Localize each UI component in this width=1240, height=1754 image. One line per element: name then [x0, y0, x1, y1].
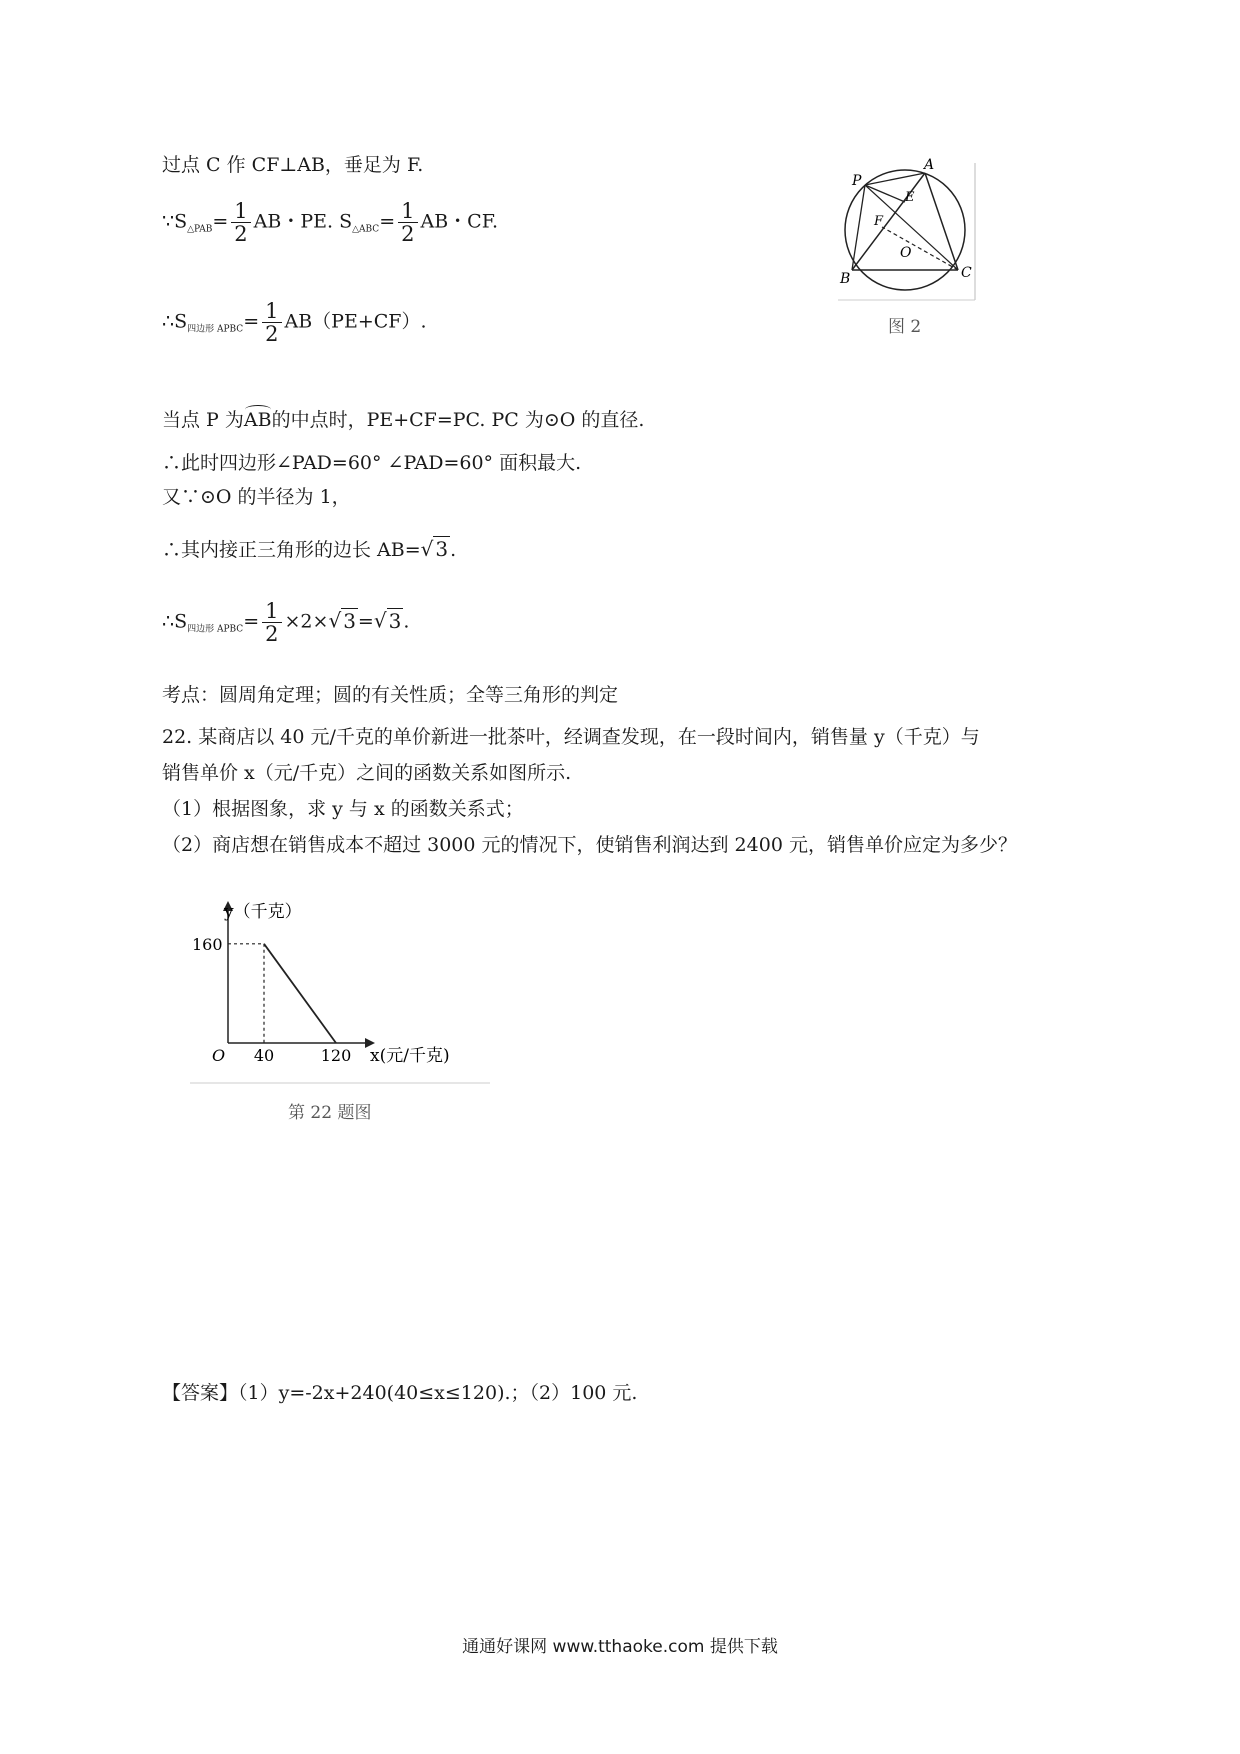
fraction-half-2: $\frac{1}{2}$: [398, 200, 417, 245]
segment-pe: [865, 185, 905, 202]
fraction-half-3: $\frac{1}{2}$: [262, 300, 281, 345]
label-b: B: [840, 271, 851, 287]
because-s: ∵S: [162, 210, 188, 233]
therefore-s: ∴S: [162, 310, 188, 333]
figure-22-chart: [190, 895, 490, 1095]
question-22-line-2: 销售单价 x（元/千克）之间的函数关系如图所示.: [162, 762, 572, 784]
ab-cf: AB・CF.: [420, 210, 498, 233]
figure-22-caption: 第 22 题图: [288, 1103, 372, 1123]
sub-pab: △PAB: [187, 224, 213, 235]
label-f: F: [874, 214, 884, 229]
text-line-5: ∴此时四边形∠PAD=60° ∠PAD=60° 面积最大.: [162, 452, 582, 474]
label-p: P: [852, 173, 862, 189]
segment-cf-dashed: [882, 227, 958, 270]
tick-x-120: 120: [320, 1046, 352, 1065]
text-line-4: 当点 P 为AB的中点时，PE+CF=PC. PC 为⊙O 的直径.: [162, 409, 645, 431]
label-a: A: [924, 157, 935, 173]
label-c: C: [961, 265, 972, 281]
kaodian: 考点：圆周角定理；圆的有关性质；全等三角形的判定: [162, 684, 619, 706]
label-e: E: [905, 190, 915, 205]
text-line-3: $\therefore S_{四边形 APBC}=$ $\frac{1}{2}$ AB（PE+CF）.: [162, 299, 427, 347]
figure-2-caption: 图 2: [888, 317, 922, 337]
footer: 通通好课网 www.tthaoke.com 提供下载: [462, 1637, 778, 1657]
question-22-line-4: （2）商店想在销售成本不超过 3000 元的情况下，使销售利润达到 2400 元，销售单价应定为多少？: [162, 834, 1017, 856]
answer-line: [162, 1378, 637, 1405]
origin-label: O: [212, 1046, 226, 1065]
text-line-6: 又∵⊙O 的半径为 1，: [162, 486, 351, 508]
x-axis-label: x(元/千克): [370, 1046, 450, 1066]
ab-pe-cf: AB（PE+CF）.: [284, 310, 427, 333]
tick-y-160: 160: [192, 934, 223, 954]
answer-tag: 【答案】: [162, 1382, 239, 1404]
fraction-half-1: $\frac{1}{2}$: [231, 200, 250, 245]
tick-x-40: 40: [253, 1046, 275, 1065]
answer-text: （1）y=-2x+240(40≤x≤120).；（2）100 元.: [238, 1382, 638, 1404]
sub-quad: 四边形 APBC: [187, 324, 244, 335]
figure-2-circle-diagram: [830, 155, 990, 305]
sqrt-3: √ 3: [420, 537, 449, 561]
circle-o: [845, 170, 965, 290]
text-line-7: ∴其内接正三角形的边长 AB=√ 3 .: [162, 537, 457, 561]
sub-abc: △ABC: [352, 224, 380, 235]
function-line-segment: [264, 944, 336, 1043]
label-o: O: [900, 245, 912, 261]
sqrt-3-c: √ 3: [373, 608, 402, 633]
text-line-1: 过点 C 作 CF⊥AB，垂足为 F.: [162, 154, 424, 176]
text-line-8: $\therefore S_{四边形 APBC}=$ $\frac{1}{2}$ ×2×√ 3 =√ 3 .: [162, 599, 410, 647]
sqrt-3-b: √ 3: [328, 608, 356, 633]
y-axis-label: y（千克）: [224, 902, 302, 922]
question-22-line-1: 22. 某商店以 40 元/千克的单价新进一批茶叶，经调查发现，在一段时间内，销售量 y（千克）与: [162, 726, 980, 748]
text-line-2: $\because S_{\triangle PAB}=$ $\frac{1}{2}$ AB・PE. $S_{\triangle ABC}=$ $\frac{1}{2}$ AB・CF.: [162, 199, 498, 247]
arc-ab: AB: [243, 409, 272, 431]
question-22-line-3: （1）根据图象，求 y 与 x 的函数关系式；: [162, 798, 524, 820]
ab-pe: AB・PE. S: [253, 210, 353, 233]
fraction-half-4: $\frac{1}{2}$: [262, 600, 281, 645]
